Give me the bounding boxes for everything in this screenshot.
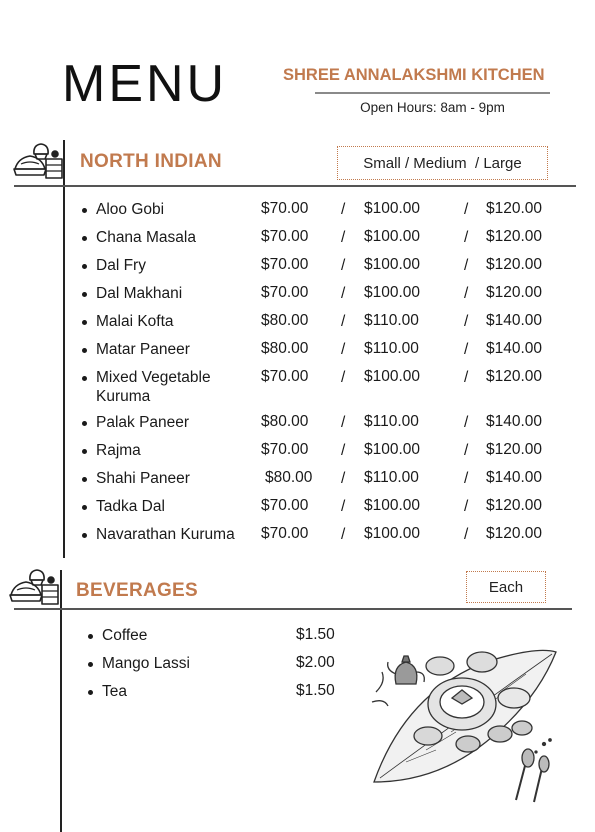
- price-separator: /: [341, 229, 346, 246]
- menu-item-name: Navarathan Kuruma: [96, 526, 235, 543]
- list-bullet: [82, 264, 87, 269]
- price-separator: /: [464, 414, 469, 431]
- menu-item-name: Malai Kofta: [96, 313, 174, 330]
- price-separator: /: [341, 285, 346, 302]
- beverages-size-box: [466, 571, 546, 603]
- price-large: $140.00: [486, 312, 543, 329]
- list-bullet: [82, 449, 87, 454]
- list-bullet: [82, 320, 87, 325]
- price-small: $80.00: [261, 312, 309, 329]
- price-separator: /: [464, 442, 469, 459]
- price-separator: /: [464, 369, 469, 386]
- price-separator: /: [464, 498, 469, 515]
- list-bullet: [82, 376, 87, 381]
- menu-item-name: Shahi Paneer: [96, 470, 190, 487]
- price-separator: /: [341, 526, 346, 543]
- price-separator: /: [464, 470, 469, 487]
- price-small: $80.00: [261, 413, 309, 430]
- price-large: $140.00: [486, 340, 543, 357]
- price-separator: /: [464, 313, 469, 330]
- open-hours: Open Hours: 8am - 9pm: [360, 100, 505, 115]
- price-separator: /: [341, 313, 346, 330]
- price-small: $70.00: [261, 441, 309, 458]
- price-small: $70.00: [261, 525, 309, 542]
- beverage-name: Tea: [102, 683, 127, 700]
- list-bullet: [82, 421, 87, 426]
- north-indian-divider: [14, 185, 576, 187]
- price-small: $80.00: [265, 469, 313, 486]
- dessert-icon: [8, 568, 60, 613]
- price-separator: /: [464, 257, 469, 274]
- restaurant-name: SHREE ANNALAKSHMI KITCHEN: [283, 66, 545, 84]
- page-title: MENU: [62, 55, 228, 113]
- price-large: $140.00: [486, 413, 543, 430]
- list-bullet: [88, 662, 93, 667]
- list-bullet: [82, 236, 87, 241]
- price-medium: $100.00: [364, 441, 421, 458]
- beverage-name: Coffee: [102, 627, 148, 644]
- header-divider: [315, 92, 550, 94]
- price-separator: /: [341, 257, 346, 274]
- list-bullet: [82, 477, 87, 482]
- price-large: $140.00: [486, 469, 543, 486]
- price-separator: /: [464, 201, 469, 218]
- price-separator: /: [464, 285, 469, 302]
- price-separator: /: [341, 369, 346, 386]
- menu-item-name: Dal Makhani: [96, 285, 183, 302]
- price-large: $120.00: [486, 497, 543, 514]
- price-medium: $100.00: [364, 525, 421, 542]
- price-medium: $100.00: [364, 200, 421, 217]
- price-medium: $100.00: [364, 256, 421, 273]
- price-large: $120.00: [486, 441, 543, 458]
- beverages-size-label: Each: [488, 578, 524, 596]
- menu-item-name: Dal Fry: [96, 257, 146, 274]
- beverage-name: Mango Lassi: [102, 655, 190, 672]
- price-separator: /: [464, 229, 469, 246]
- price-medium: $100.00: [364, 228, 421, 245]
- north-indian-title: NORTH INDIAN: [80, 151, 222, 172]
- menu-item-name: Palak Paneer: [96, 414, 190, 431]
- beverage-price: $1.50: [296, 682, 335, 699]
- price-medium: $100.00: [364, 368, 421, 385]
- price-large: $120.00: [486, 228, 543, 245]
- list-bullet: [82, 533, 87, 538]
- menu-item-name: Aloo Gobi: [96, 201, 165, 218]
- beverages-divider: [14, 608, 572, 610]
- price-small: $70.00: [261, 256, 309, 273]
- list-bullet: [88, 690, 93, 695]
- menu-item-name: Chana Masala: [96, 229, 196, 246]
- price-medium: $110.00: [364, 340, 419, 357]
- price-separator: /: [464, 341, 469, 358]
- menu-item-name: Rajma: [96, 442, 141, 459]
- thali-illustration-icon: [366, 632, 562, 813]
- beverage-price: $2.00: [296, 654, 335, 671]
- price-medium: $110.00: [364, 413, 419, 430]
- list-bullet: [88, 634, 93, 639]
- price-separator: /: [341, 442, 346, 459]
- size-header-label: Small / Medium / Large: [363, 154, 522, 172]
- price-separator: /: [464, 526, 469, 543]
- price-medium: $100.00: [364, 284, 421, 301]
- price-large: $120.00: [486, 368, 543, 385]
- menu-item-name: Tadka Dal: [96, 498, 165, 515]
- price-large: $120.00: [486, 525, 543, 542]
- beverages-title: BEVERAGES: [76, 580, 199, 601]
- list-bullet: [82, 505, 87, 510]
- north-indian-vertical-rule: [63, 140, 65, 558]
- price-medium: $110.00: [364, 312, 419, 329]
- price-small: $70.00: [261, 284, 309, 301]
- price-medium: $110.00: [364, 469, 419, 486]
- price-large: $120.00: [486, 256, 543, 273]
- list-bullet: [82, 348, 87, 353]
- price-small: $70.00: [261, 228, 309, 245]
- price-separator: /: [341, 498, 346, 515]
- price-large: $120.00: [486, 284, 543, 301]
- price-separator: /: [341, 341, 346, 358]
- price-separator: /: [341, 470, 346, 487]
- price-small: $70.00: [261, 497, 309, 514]
- price-small: $80.00: [261, 340, 309, 357]
- menu-item-name: Mixed Vegetable Kuruma: [96, 369, 211, 405]
- price-small: $70.00: [261, 200, 309, 217]
- size-header-box: [337, 146, 548, 180]
- list-bullet: [82, 292, 87, 297]
- price-small: $70.00: [261, 368, 309, 385]
- menu-item-name: Matar Paneer: [96, 341, 190, 358]
- list-bullet: [82, 208, 87, 213]
- price-medium: $100.00: [364, 497, 421, 514]
- price-separator: /: [341, 201, 346, 218]
- price-large: $120.00: [486, 200, 543, 217]
- price-separator: /: [341, 414, 346, 431]
- dessert-icon: [12, 142, 64, 187]
- beverage-price: $1.50: [296, 626, 335, 643]
